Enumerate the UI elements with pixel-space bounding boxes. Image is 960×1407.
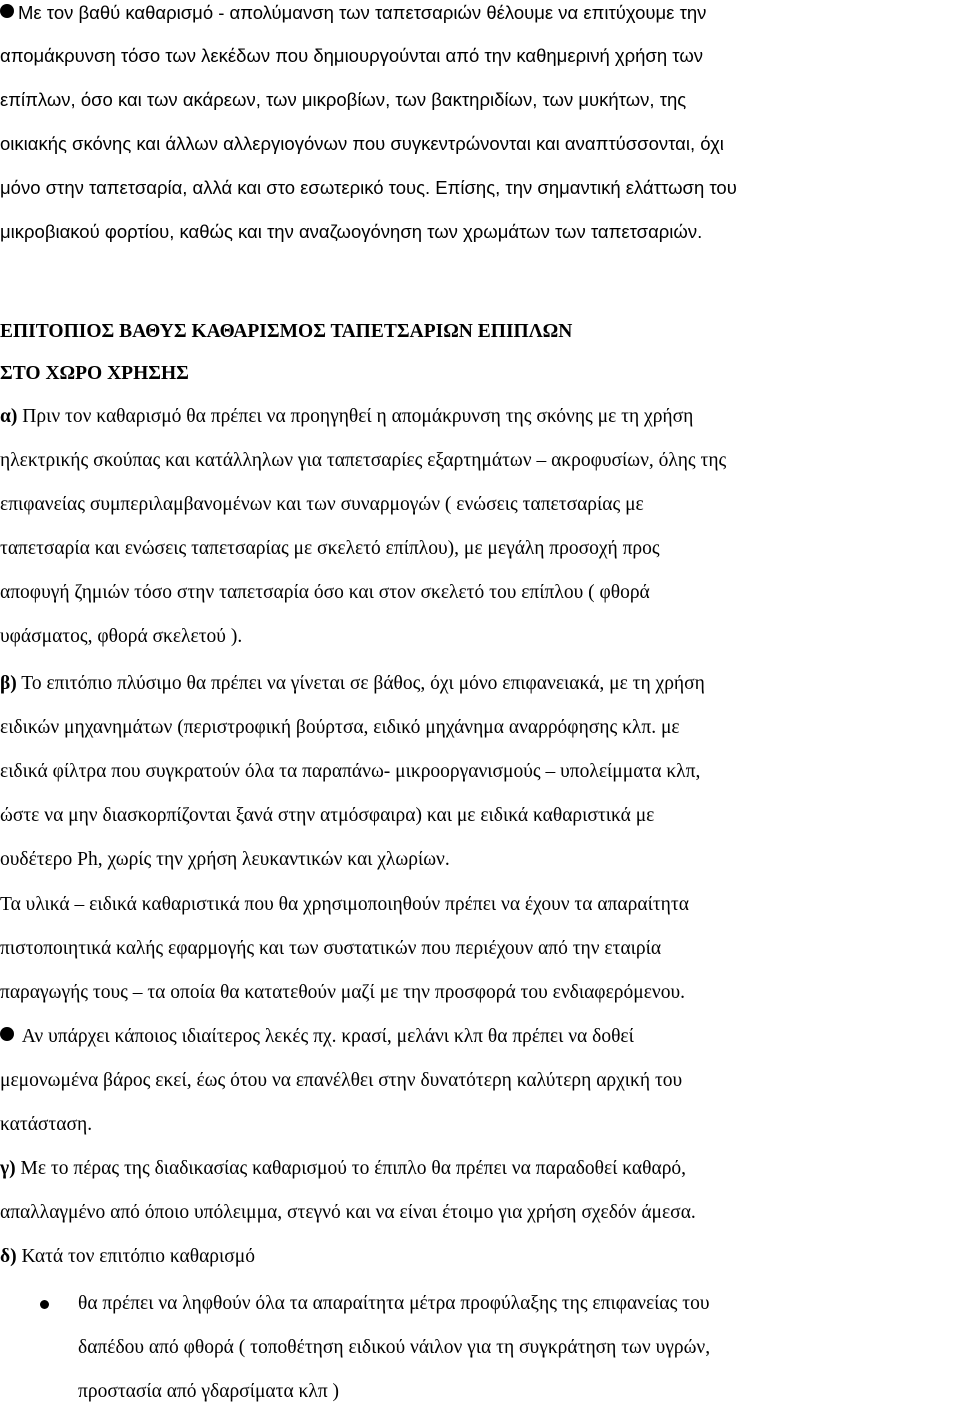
section-c-text: Με το πέρας της διαδικασίας καθαρισμού το έπιπλο θα πρέπει να παραδοθεί καθαρό, bbox=[15, 1158, 687, 1179]
section-c-line-1 bbox=[0, 1159, 686, 1179]
section-a-line-6: υφάσματος, φθορά σκελετού ). bbox=[0, 626, 243, 647]
section-heading-line-1: ΕΠΙΤΟΠΙΟΣ ΒΑΘΥΣ ΚΑΘΑΡΙΣΜΟΣ ΤΑΠΕΤΣΑΡΙΩΝ ΕΠΙΠΛΩΝ bbox=[0, 321, 573, 342]
section-a-line-1 bbox=[0, 407, 693, 427]
section-c-marker: γ) bbox=[0, 1158, 16, 1179]
section-d-line-1 bbox=[0, 1247, 255, 1267]
materials-line-2: πιστοποιητικά καλής εφαρμογής και των συστατικών που περιέχουν από την εταιρία bbox=[0, 938, 662, 959]
list-bullet-icon bbox=[40, 1300, 49, 1309]
section-a-line-2: ηλεκτρικής σκούπας και κατάλληλων για ταπετσαρίες εξαρτημάτων – ακροφυσίων, όλης της bbox=[0, 450, 727, 471]
section-a-line-3: επιφανείας συμπεριλαμβανομένων και των συναρμογών ( ενώσεις ταπετσαρίας με bbox=[0, 494, 644, 515]
list-item-line-2: δαπέδου από φθορά ( τοποθέτηση ειδικού νάιλον για τη συγκράτηση των υγρών, bbox=[78, 1337, 711, 1358]
section-b-line-3: ειδικά φίλτρα που συγκρατούν όλα τα παραπάνω- μικροοργανισμούς – υπολείμματα κλπ, bbox=[0, 761, 701, 782]
bullet-icon bbox=[0, 4, 14, 18]
section-b-marker: β) bbox=[0, 673, 17, 694]
intro-line-6: μικροβιακού φορτίου, καθώς και την αναζωογόνηση των χρωμάτων των ταπετσαριών. bbox=[0, 221, 703, 242]
stain-note-line-3: κατάσταση. bbox=[0, 1114, 93, 1135]
section-b-line-1 bbox=[0, 674, 705, 694]
section-b-line-4: ώστε να μην διασκορπίζονται ξανά στην ατμόσφαιρα) και με ειδικά καθαριστικά με bbox=[0, 805, 655, 826]
bullet-icon bbox=[0, 1027, 14, 1041]
materials-line-1: Τα υλικά – ειδικά καθαριστικά που θα χρησιμοποιηθούν πρέπει να έχουν τα απαραίτητα bbox=[0, 894, 689, 915]
intro-line-4: οικιακής σκόνης και άλλων αλλεργιογόνων που συγκεντρώνονται και αναπτύσσονται, όχι bbox=[0, 133, 724, 154]
intro-line-3: επίπλων, όσο και των ακάρεων, των μικροβίων, των βακτηριδίων, των μυκήτων, της bbox=[0, 89, 687, 110]
section-a-text: Πριν τον καθαρισμό θα πρέπει να προηγηθεί η απομάκρυνση της σκόνης με τη χρήση bbox=[17, 406, 694, 427]
section-c-line-2: απαλλαγμένο από όποιο υπόλειμμα, στεγνό και να είναι έτοιμο για χρήση σχεδόν άμεσα. bbox=[0, 1202, 696, 1223]
stain-note-text: Αν υπάρχει κάποιος ιδιαίτερος λεκές πχ. κρασί, μελάνι κλπ θα πρέπει να δοθεί bbox=[18, 1026, 634, 1047]
list-item-line-1: θα πρέπει να ληφθούν όλα τα απαραίτητα μέτρα προφύλαξης της επιφανείας του bbox=[78, 1293, 710, 1314]
section-heading-line-2: ΣΤΟ ΧΩΡΟ ΧΡΗΣΗΣ bbox=[0, 363, 189, 384]
section-b-line-5: ουδέτερο Ph, χωρίς την χρήση λευκαντικών και χλωρίων. bbox=[0, 849, 450, 870]
materials-line-3: παραγωγής τους – τα οποία θα κατατεθούν μαζί με την προσφορά του ενδιαφερόμενου. bbox=[0, 982, 685, 1003]
section-b-text: Το επιτόπιο πλύσιμο θα πρέπει να γίνεται σε βάθος, όχι μόνο επιφανειακά, με τη χρήση bbox=[16, 673, 705, 694]
stain-note-line-1 bbox=[0, 1027, 634, 1047]
stain-note-line-2: μεμονωμένα βάρος εκεί, έως ότου να επανέλθει στην δυνατότερη καλύτερη αρχική του bbox=[0, 1070, 683, 1091]
intro-line-5: μόνο στην ταπετσαρία, αλλά και στο εσωτερικό τους. Επίσης, την σημαντική ελάττωση του bbox=[0, 177, 737, 198]
section-a-marker: α) bbox=[0, 406, 18, 427]
intro-line-2: απομάκρυνση τόσο των λεκέδων που δημιουργούνται από την καθημερινή χρήση των bbox=[0, 45, 704, 66]
list-item-line-3: προστασία από γδαρσίματα κλπ ) bbox=[78, 1381, 340, 1402]
section-d-marker: δ) bbox=[0, 1246, 17, 1267]
section-a-line-4: ταπετσαρία και ενώσεις ταπετσαρίας με σκελετό επίπλου), με μεγάλη προσοχή προς bbox=[0, 538, 660, 559]
intro-text: Με τον βαθύ καθαρισμό - απολύμανση των ταπετσαριών θέλουμε να επιτύχουμε την bbox=[18, 2, 707, 23]
section-b-line-2: ειδικών μηχανημάτων (περιστροφική βούρτσα, ειδικό μηχάνημα αναρρόφησης κλπ. με bbox=[0, 717, 680, 738]
section-d-text: Κατά τον επιτόπιο καθαρισμό bbox=[16, 1246, 255, 1267]
intro-line-1 bbox=[0, 4, 706, 23]
section-a-line-5: αποφυγή ζημιών τόσο στην ταπετσαρία όσο και στον σκελετό του επίπλου ( φθορά bbox=[0, 582, 650, 603]
